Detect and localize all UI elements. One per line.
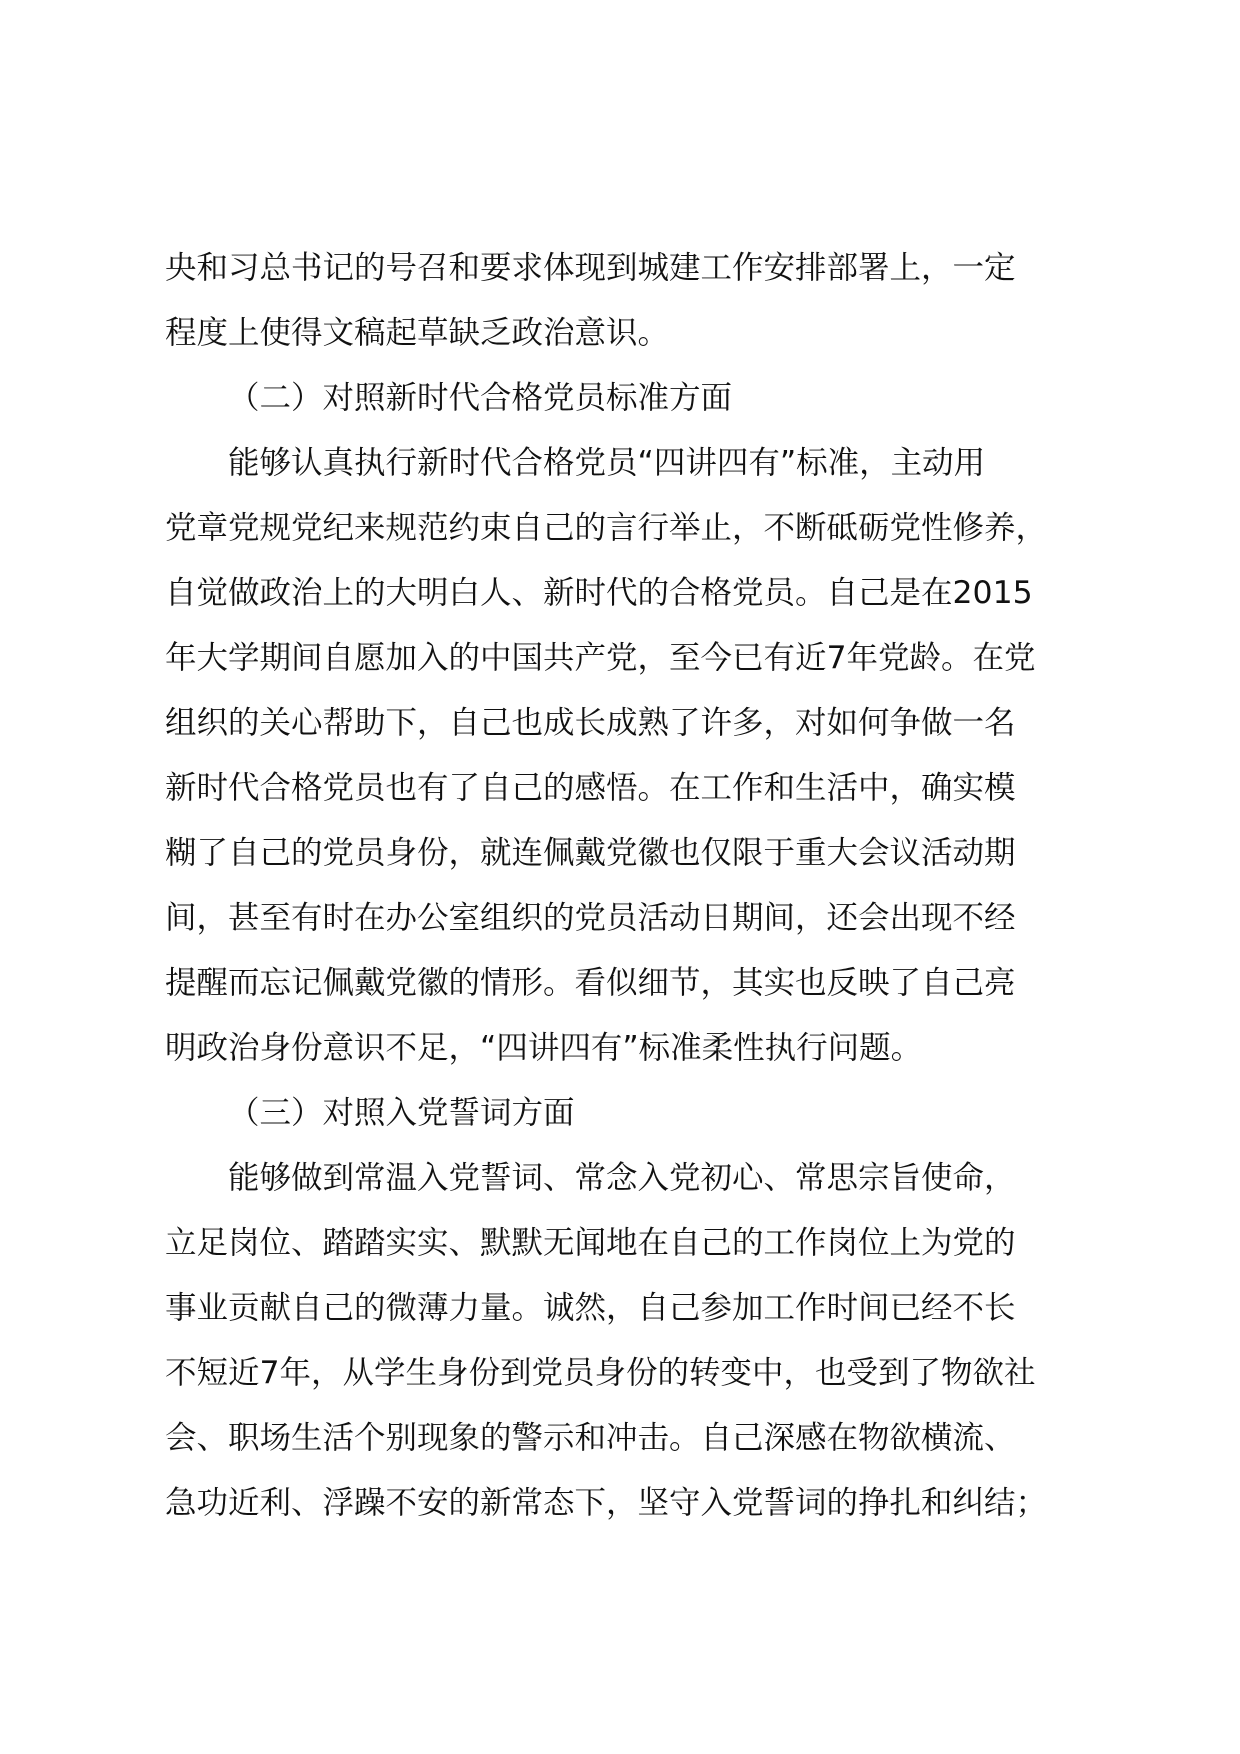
paragraph-first-line: 能够做到常温入党誓词、常念入党初心、常思宗旨使命， — [228, 1160, 1016, 1196]
body-line: 间，甚至有时在办公室组织的党员活动日期间，还会出现不经 — [165, 900, 1016, 936]
body-line: 程度上使得文稿起草缺乏政治意识。 — [165, 315, 670, 351]
body-line: 会、职场生活个别现象的警示和冲击。自己深感在物欲横流、 — [165, 1420, 1016, 1456]
body-line: 自觉做政治上的大明白人、新时代的合格党员。自己是在2015 — [165, 575, 1033, 611]
section-heading: （三）对照入党誓词方面 — [228, 1095, 575, 1131]
body-line: 提醒而忘记佩戴党徽的情形。看似细节，其实也反映了自己亮 — [165, 965, 1016, 1001]
body-line: 组织的关心帮助下，自己也成长成熟了许多，对如何争做一名 — [165, 705, 1016, 741]
body-line: 新时代合格党员也有了自己的感悟。在工作和生活中，确实模 — [165, 770, 1016, 806]
body-line: 党章党规党纪来规范约束自己的言行举止，不断砥砺党性修养， — [165, 510, 1048, 546]
document-body — [165, 236, 1095, 1536]
body-line: 立足岗位、踏踏实实、默默无闻地在自己的工作岗位上为党的 — [165, 1225, 1016, 1261]
body-line: 央和习总书记的号召和要求体现到城建工作安排部署上，一定 — [165, 250, 1016, 286]
body-line: 不短近7年，从学生身份到党员身份的转变中，也受到了物欲社 — [165, 1355, 1036, 1391]
section-heading: （二）对照新时代合格党员标准方面 — [228, 380, 733, 416]
body-line: 急功近利、浮躁不安的新常态下，坚守入党誓词的挣扎和纠结； — [165, 1485, 1048, 1521]
body-line: 年大学期间自愿加入的中国共产党，至今已有近7年党龄。在党 — [165, 640, 1036, 676]
paragraph-first-line: 能够认真执行新时代合格党员“四讲四有”标准，主动用 — [228, 445, 986, 481]
body-line: 事业贡献自己的微薄力量。诚然，自己参加工作时间已经不长 — [165, 1290, 1016, 1326]
body-line: 明政治身份意识不足，“四讲四有”标准柔性执行问题。 — [165, 1030, 923, 1066]
body-line: 糊了自己的党员身份，就连佩戴党徽也仅限于重大会议活动期 — [165, 835, 1016, 871]
